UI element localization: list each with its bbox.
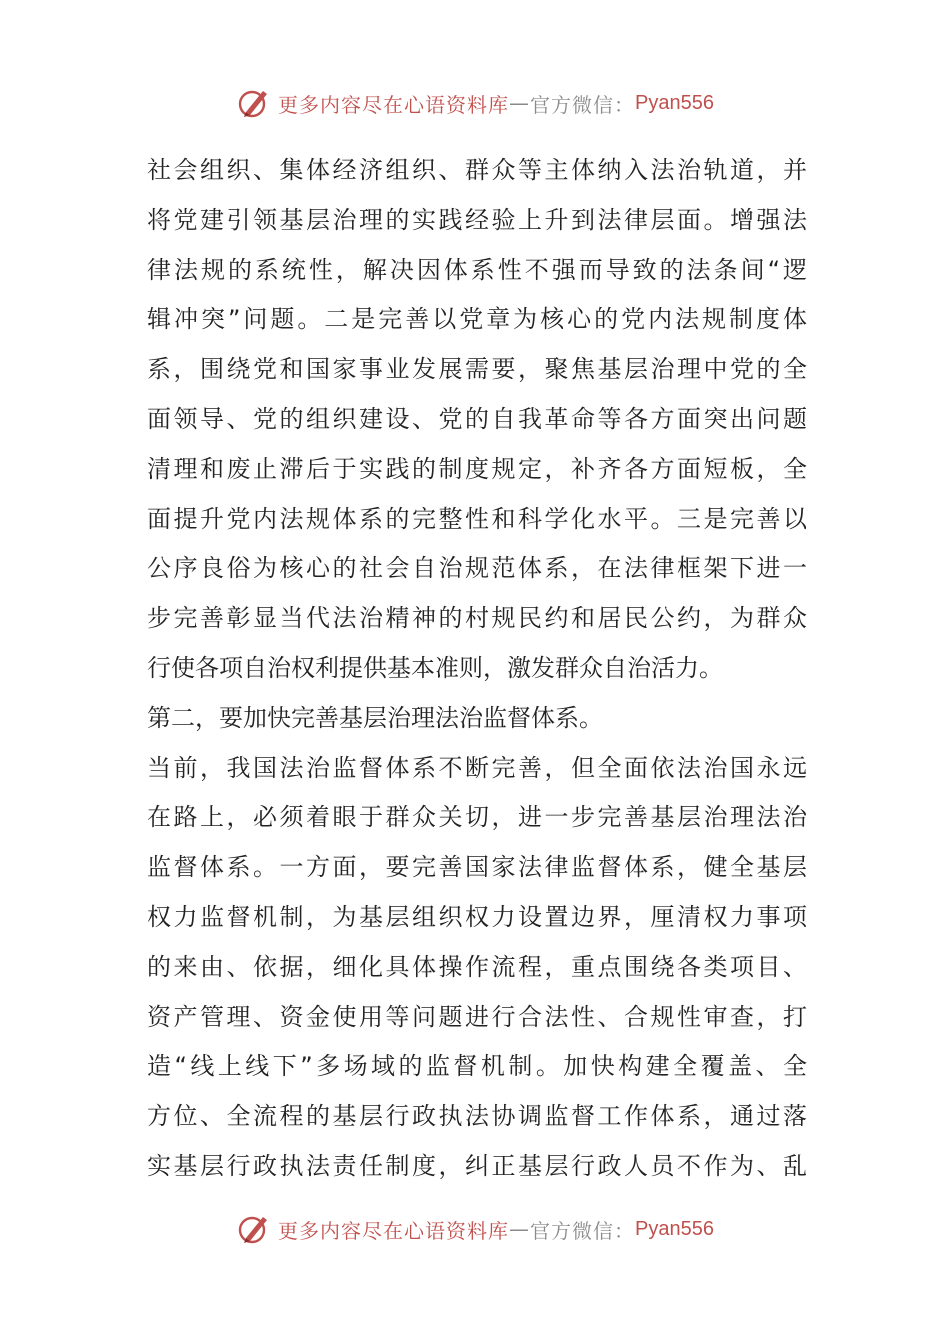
text-line: 实基层行政执法责任制度，纠正基层行政人员不作为、乱 — [147, 1151, 807, 1180]
footer-contact-label: 官方微信： — [530, 1218, 636, 1243]
header-separator: — — [509, 91, 531, 115]
text-line: 清理和废止滞后于实践的制度规定，补齐各方面短板，全 — [147, 454, 807, 483]
footer-contact-handle: Pyan556 — [635, 1217, 714, 1240]
footer-separator: — — [509, 1217, 531, 1241]
document-body — [147, 146, 807, 1192]
footer-banner — [0, 1209, 950, 1249]
header-contact-handle: Pyan556 — [635, 91, 714, 114]
header-contact-label: 官方微信： — [530, 92, 636, 117]
text-line: 辑冲突”问题。二是完善以党章为核心的党内法规制度体 — [147, 305, 807, 334]
text-line: 将党建引领基层治理的实践经验上升到法律层面。增强法 — [147, 205, 807, 234]
footer-brand: 更多内容尽在心语资料库 — [278, 1218, 510, 1243]
text-line: 的来由、依据，细化具体操作流程，重点围绕各类项目、 — [147, 952, 807, 981]
text-line: 权力监督机制，为基层组织权力设置边界，厘清权力事项 — [147, 902, 807, 931]
text-line: 面提升党内法规体系的完整性和科学化水平。三是完善以 — [147, 504, 807, 533]
header-brand: 更多内容尽在心语资料库 — [278, 92, 510, 117]
pen-logo-icon — [236, 86, 272, 120]
text-line: 当前，我国法治监督体系不断完善，但全面依法治国永远 — [147, 753, 807, 782]
text-line: 资产管理、资金使用等问题进行合法性、合规性审查，打 — [147, 1002, 807, 1031]
text-line: 面领导、党的组织建设、党的自我革命等各方面突出问题 — [147, 404, 807, 433]
text-line: 方位、全流程的基层行政执法协调监督工作体系，通过落 — [147, 1102, 807, 1131]
text-line: 行使各项自治权利提供基本准则，激发群众自治活力。 — [147, 653, 723, 682]
text-line: 造“线上线下”多场域的监督机制。加快构建全覆盖、全 — [147, 1052, 807, 1081]
text-line: 步完善彰显当代法治精神的村规民约和居民公约，为群众 — [147, 604, 807, 633]
section-heading: 第二，要加快完善基层治理法治监督体系。 — [147, 703, 603, 732]
pen-logo-icon — [236, 1212, 272, 1246]
text-line: 在路上，必须着眼于群众关切，进一步完善基层治理法治 — [147, 803, 807, 832]
text-line: 社会组织、集体经济组织、群众等主体纳入法治轨道，并 — [147, 156, 807, 184]
header-banner — [0, 83, 950, 123]
text-line: 律法规的系统性，解决因体系性不强而导致的法条间“逻 — [147, 255, 807, 284]
text-line: 公序良俗为核心的社会自治规范体系，在法律框架下进一 — [147, 554, 807, 583]
text-line: 系，围绕党和国家事业发展需要，聚焦基层治理中党的全 — [147, 355, 807, 384]
text-line: 监督体系。一方面，要完善国家法律监督体系，健全基层 — [147, 853, 807, 882]
